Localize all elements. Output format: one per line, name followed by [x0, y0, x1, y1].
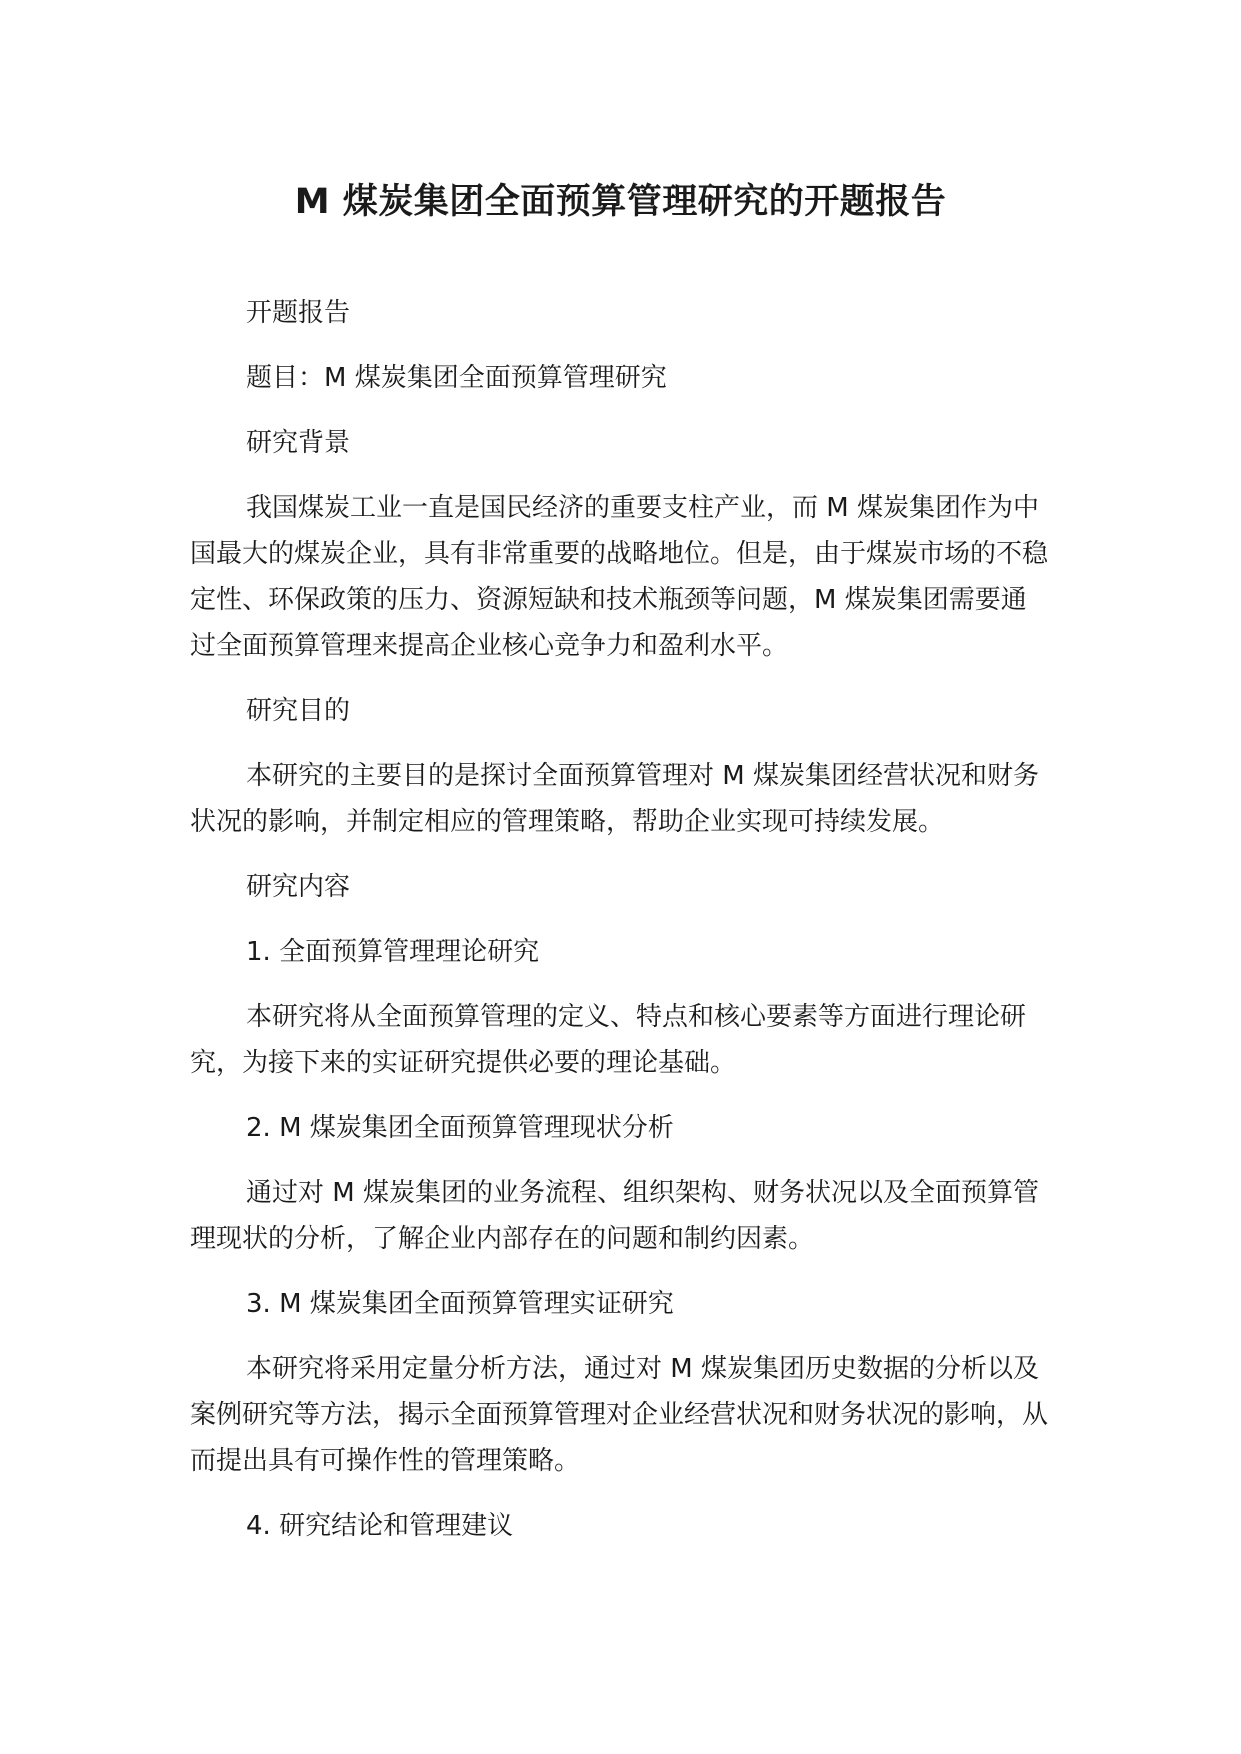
document-body — [190, 290, 1050, 1568]
section-label-report: 开题报告 — [246, 298, 351, 328]
paragraph-theory: 本研究将从全面预算管理的定义、特点和核心要素等方面进行理论研究，为接下来的实证研究提供必要的理论基础。 — [190, 1002, 1027, 1078]
paragraph-background: 我国煤炭工业一直是国民经济的重要支柱产业，而 M 煤炭集团作为中国最大的煤炭企业，具有非常重要的战略地位。但是，由于煤炭市场的不稳定性、环保政策的压力、资源短缺和技术瓶颈等问题，M 煤炭集团需要通过全面预算管理来提高企业核心竞争力和盈利水平。 — [190, 493, 1049, 661]
paragraph-empirical: 本研究将采用定量分析方法，通过对 M 煤炭集团历史数据的分析以及案例研究等方法，揭示全面预算管理对企业经营状况和财务状况的影响，从而提出具有可操作性的管理策略。 — [190, 1354, 1049, 1476]
subheading-conclusion: 4. 研究结论和管理建议 — [246, 1511, 514, 1541]
subheading-empirical: 3. M 煤炭集团全面预算管理实证研究 — [246, 1289, 674, 1319]
subheading-status: 2. M 煤炭集团全面预算管理现状分析 — [246, 1113, 674, 1143]
topic-line: 题目：M 煤炭集团全面预算管理研究 — [246, 363, 667, 393]
paragraph-purpose: 本研究的主要目的是探讨全面预算管理对 M 煤炭集团经营状况和财务状况的影响，并制定相应的管理策略，帮助企业实现可持续发展。 — [190, 761, 1039, 837]
paragraph-status: 通过对 M 煤炭集团的业务流程、组织架构、财务状况以及全面预算管理现状的分析，了解企业内部存在的问题和制约因素。 — [190, 1178, 1039, 1254]
subheading-theory: 1. 全面预算管理理论研究 — [246, 937, 540, 967]
heading-background: 研究背景 — [246, 428, 351, 458]
document-title: M 煤炭集团全面预算管理研究的开题报告 — [294, 182, 947, 222]
heading-content: 研究内容 — [246, 872, 351, 902]
heading-purpose: 研究目的 — [246, 696, 351, 726]
